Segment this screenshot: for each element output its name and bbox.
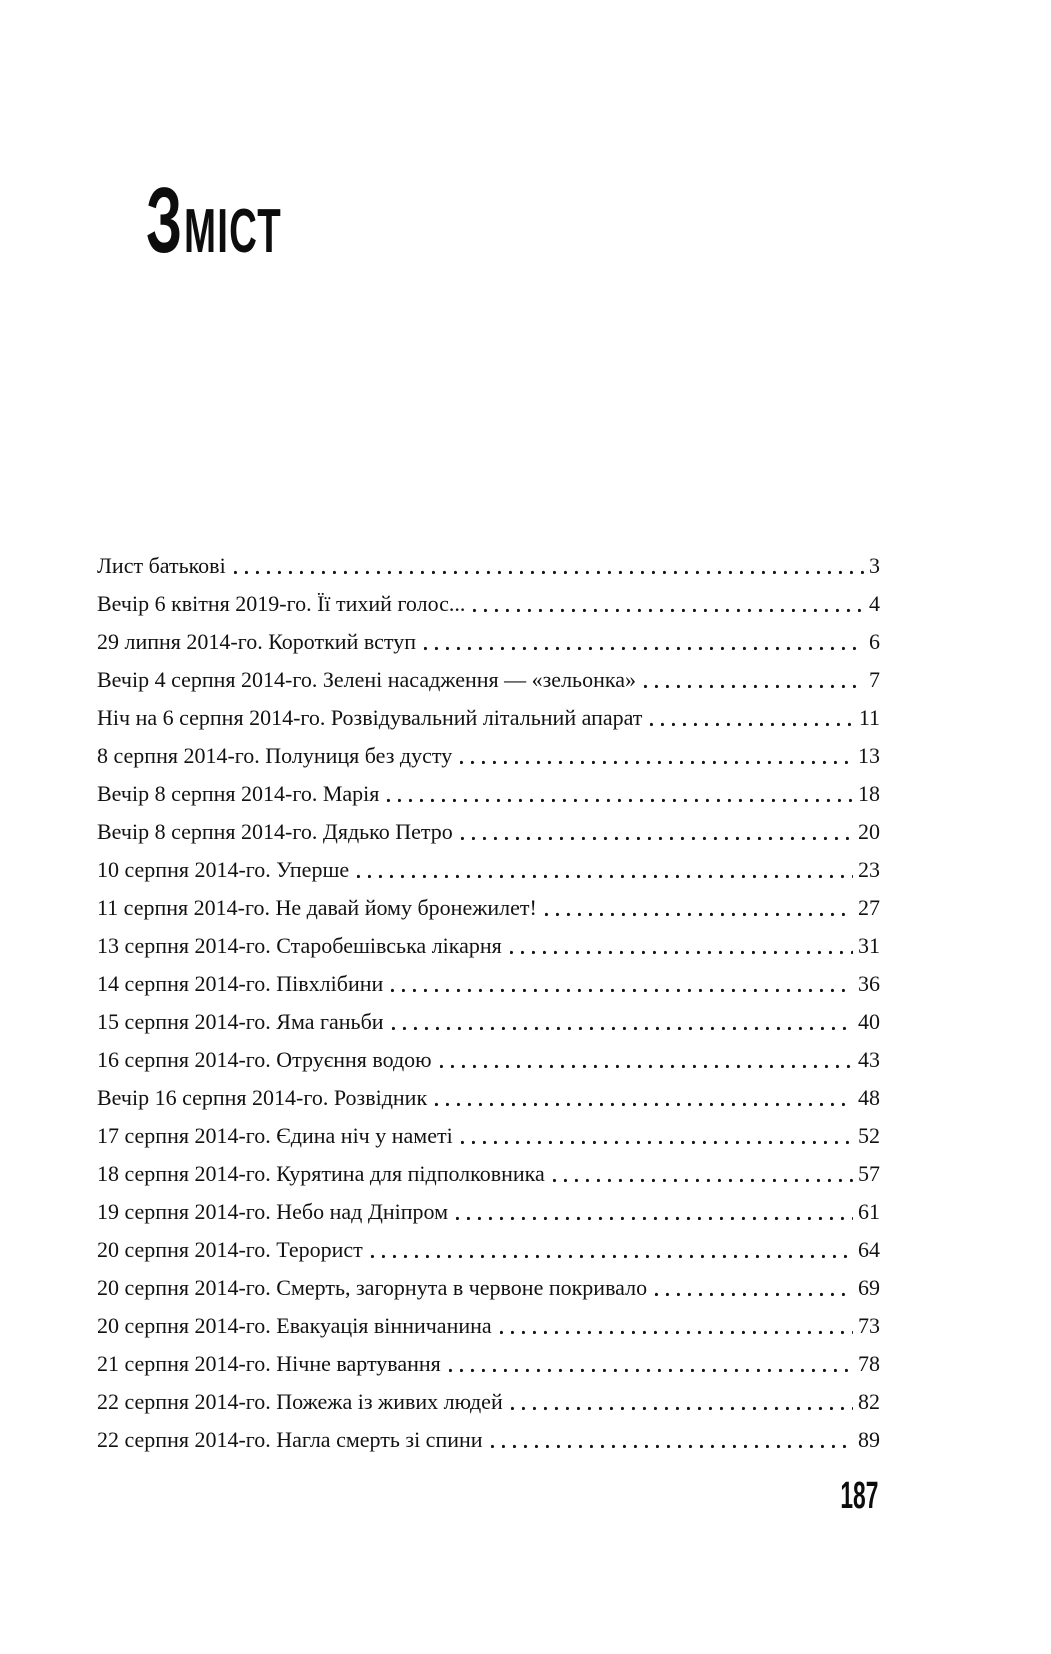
toc-entry <box>97 1079 880 1117</box>
toc-entry-page: 78 <box>858 1351 880 1376</box>
toc-entry-title: 29 липня 2014-го. Короткий вступ <box>97 629 416 654</box>
toc-entry-page: 6 <box>869 629 880 654</box>
toc-entry-title: Вечір 6 квітня 2019-го. Її тихий голос... <box>97 591 466 616</box>
toc-entry-title: 20 серпня 2014-го. Евакуація вінничанина <box>97 1313 492 1338</box>
toc-entry-title: 19 серпня 2014-го. Небо над Дніпром <box>97 1199 449 1224</box>
toc-entry-title: Лист батькові <box>97 553 226 578</box>
toc-entry-page: 20 <box>858 819 880 844</box>
toc-entry-page: 73 <box>858 1313 880 1338</box>
toc-entry-page: 4 <box>869 591 880 616</box>
dot-leader <box>537 889 858 927</box>
toc-entry-title: Вечір 8 серпня 2014-го. Марія <box>97 781 380 806</box>
dot-leader <box>384 1003 858 1041</box>
dot-leader <box>427 1079 858 1117</box>
dot-leader <box>432 1041 858 1079</box>
dot-leader <box>503 1383 858 1421</box>
toc-entry <box>97 1383 880 1421</box>
toc-entry-page: 52 <box>858 1123 880 1148</box>
dot-leader <box>441 1345 858 1383</box>
toc-entry-title: 18 серпня 2014-го. Курятина для підполковника <box>97 1161 545 1186</box>
toc-entry <box>97 889 880 927</box>
toc-entry-page: 89 <box>858 1427 880 1452</box>
toc-entry-title: 20 серпня 2014-го. Смерть, загорнута в червоне покривало <box>97 1275 648 1300</box>
toc-entry-page: 31 <box>858 933 880 958</box>
toc-entry <box>97 585 880 623</box>
toc-entry-page: 36 <box>858 971 880 996</box>
toc-entry <box>97 1117 880 1155</box>
toc-entry <box>97 813 880 851</box>
dot-leader <box>226 547 869 585</box>
toc-entry <box>97 1231 880 1269</box>
dot-leader <box>545 1155 858 1193</box>
toc-entry-page: 43 <box>858 1047 880 1072</box>
page-title: ЗМІСТ <box>146 168 282 272</box>
toc-entry-page: 23 <box>858 857 880 882</box>
toc-entry <box>97 775 880 813</box>
toc-entry-page: 13 <box>858 743 880 768</box>
dot-leader <box>383 965 858 1003</box>
toc-entry <box>97 1421 880 1459</box>
toc-entry <box>97 737 880 775</box>
dot-leader <box>379 775 858 813</box>
toc-entry-title: 10 серпня 2014-го. Уперше <box>97 857 350 882</box>
dot-leader <box>492 1307 858 1345</box>
toc-entry-title: Ніч на 6 серпня 2014-го. Розвідувальний літальний апарат <box>97 705 643 730</box>
dot-leader <box>453 813 858 851</box>
toc-entry-title: 21 серпня 2014-го. Нічне вартування <box>97 1351 441 1376</box>
toc-entry-page: 61 <box>858 1199 880 1224</box>
toc-entry <box>97 1269 880 1307</box>
toc-entry-page: 11 <box>858 705 880 730</box>
toc-entry <box>97 1345 880 1383</box>
dot-leader <box>452 737 858 775</box>
toc-entry <box>97 851 880 889</box>
toc-entry <box>97 623 880 661</box>
toc-entry <box>97 1003 880 1041</box>
dot-leader <box>647 1269 858 1307</box>
toc-entry-page: 82 <box>858 1389 880 1414</box>
toc-entry <box>97 965 880 1003</box>
toc-entry-title: 17 серпня 2014-го. Єдина ніч у наметі <box>97 1123 453 1148</box>
toc-entry <box>97 1193 880 1231</box>
toc-list <box>97 547 880 1459</box>
toc-entry-title: 22 серпня 2014-го. Нагла смерть зі спини <box>97 1427 483 1452</box>
toc-entry-title: 8 серпня 2014-го. Полуниця без дусту <box>97 743 453 768</box>
toc-entry-page: 48 <box>858 1085 880 1110</box>
toc-entry-title: 22 серпня 2014-го. Пожежа із живих людей <box>97 1389 503 1414</box>
toc-entry-title: 14 серпня 2014-го. Півхлібини <box>97 971 384 996</box>
dot-leader <box>465 585 869 623</box>
page-number: 187 <box>839 1475 878 1517</box>
toc-entry <box>97 547 880 585</box>
toc-entry <box>97 1155 880 1193</box>
toc-entry-page: 69 <box>858 1275 880 1300</box>
toc-entry-page: 57 <box>858 1161 880 1186</box>
toc-entry-title: Вечір 8 серпня 2014-го. Дядько Петро <box>97 819 453 844</box>
toc-entry-page: 7 <box>869 667 880 692</box>
toc-entry-title: Вечір 4 серпня 2014-го. Зелені насадження — «зельонка» <box>97 667 636 692</box>
toc-entry-title: Вечір 16 серпня 2014-го. Розвідник <box>97 1085 428 1110</box>
toc-entry-page: 3 <box>869 553 880 578</box>
toc-entry-title: 11 серпня 2014-го. Не давай йому бронежилет! <box>97 895 537 920</box>
toc-entry-title: 16 серпня 2014-го. Отруєння водою <box>97 1047 432 1072</box>
toc-entry-page: 27 <box>858 895 880 920</box>
toc-entry <box>97 1307 880 1345</box>
dot-leader <box>636 661 869 699</box>
toc-entry-title: 15 серпня 2014-го. Яма ганьби <box>97 1009 384 1034</box>
dot-leader <box>483 1421 858 1459</box>
toc-entry-page: 64 <box>858 1237 880 1262</box>
toc-entry-title: 20 серпня 2014-го. Терорист <box>97 1237 363 1262</box>
dot-leader <box>349 851 858 889</box>
toc-entry-title: 13 серпня 2014-го. Старобешівська лікарня <box>97 933 502 958</box>
toc-entry <box>97 1041 880 1079</box>
dot-leader <box>448 1193 858 1231</box>
toc-entry-page: 40 <box>858 1009 880 1034</box>
dot-leader <box>416 623 869 661</box>
dot-leader <box>363 1231 858 1269</box>
toc-entry-page: 18 <box>858 781 880 806</box>
toc-entry <box>97 927 880 965</box>
dot-leader <box>502 927 858 965</box>
dot-leader <box>642 699 858 737</box>
dot-leader <box>453 1117 858 1155</box>
toc-entry <box>97 699 880 737</box>
toc-entry <box>97 661 880 699</box>
